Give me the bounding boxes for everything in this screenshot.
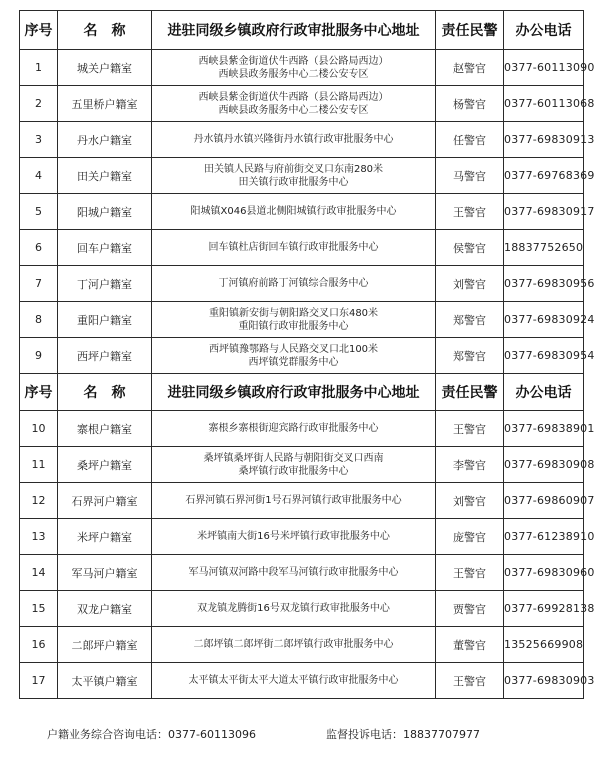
- row-number: 14: [20, 555, 58, 591]
- office-phone: 0377-69830917: [504, 194, 584, 230]
- address-line: 太平镇太平街太平大道太平镇行政审批服务中心: [188, 675, 399, 686]
- row-number: 12: [20, 483, 58, 519]
- address-line: 桑坪镇行政审批服务中心: [238, 465, 349, 477]
- header-address: 进驻同级乡镇政府行政审批服务中心地址: [152, 11, 436, 50]
- table-header-row-repeat: [20, 374, 584, 411]
- row-number: 9: [20, 338, 58, 374]
- address-line: 石界河镇石界河街1号石界河镇行政审批服务中心: [185, 495, 402, 506]
- station-name: 丹水户籍室: [58, 122, 152, 158]
- responsible-officer: 郑警官: [436, 302, 504, 338]
- row-number: 16: [20, 627, 58, 663]
- office-phone: 0377-69830960: [504, 555, 584, 591]
- table-row: [20, 627, 584, 663]
- responsible-officer: 郑警官: [436, 338, 504, 374]
- table-row: [20, 411, 584, 447]
- address-line: 田关镇人民路与府前街交叉口东南280米: [203, 163, 384, 175]
- address-line: 重阳镇新安街与朝阳路交叉口东480米: [208, 307, 379, 319]
- responsible-officer: 刘警官: [436, 266, 504, 302]
- address-line: 回车镇杜店街回车镇行政审批服务中心: [208, 242, 379, 253]
- office-phone: 0377-69830913: [504, 122, 584, 158]
- row-number: 10: [20, 411, 58, 447]
- responsible-officer: 董警官: [436, 627, 504, 663]
- station-name: 重阳户籍室: [58, 302, 152, 338]
- address-line: 丁河镇府前路丁河镇综合服务中心: [218, 278, 369, 289]
- station-address: [152, 591, 436, 627]
- station-name: 西坪户籍室: [58, 338, 152, 374]
- office-phone: 0377-69860907: [504, 483, 584, 519]
- table-row: [20, 555, 584, 591]
- row-number: 17: [20, 663, 58, 699]
- station-address: [152, 50, 436, 86]
- header-no: 序号: [20, 374, 58, 411]
- station-address: [152, 411, 436, 447]
- address-line: 西峡县紫金街道伏牛西路（县公路局西边）: [198, 91, 389, 103]
- address-line: 阳城镇X046县道北侧阳城镇行政审批服务中心: [190, 206, 397, 217]
- table-row: [20, 50, 584, 86]
- station-address: [152, 555, 436, 591]
- address-line: 西峡县政务服务中心二楼公安专区: [218, 68, 369, 80]
- address-line: 桑坪镇桑坪街人民路与朝阳街交叉口西南: [203, 452, 384, 464]
- header-officer: 责任民警: [436, 11, 504, 50]
- office-phone: 0377-69830903: [504, 663, 584, 699]
- header-officer: 责任民警: [436, 374, 504, 411]
- responsible-officer: 赵警官: [436, 50, 504, 86]
- office-phone: 0377-69928138: [504, 591, 584, 627]
- station-address: [152, 194, 436, 230]
- office-phone: 13525669908: [504, 627, 584, 663]
- table-row: [20, 122, 584, 158]
- station-name: 石界河户籍室: [58, 483, 152, 519]
- address-line: 军马河镇双河路中段军马河镇行政审批服务中心: [188, 567, 399, 578]
- address-line: 米坪镇南大街16号米坪镇行政审批服务中心: [197, 531, 390, 542]
- station-name: 阳城户籍室: [58, 194, 152, 230]
- table-row: [20, 158, 584, 194]
- station-name: 田关户籍室: [58, 158, 152, 194]
- responsible-officer: 侯警官: [436, 230, 504, 266]
- station-name: 回车户籍室: [58, 230, 152, 266]
- row-number: 11: [20, 447, 58, 483]
- office-phone: 0377-69830956: [504, 266, 584, 302]
- station-address: [152, 663, 436, 699]
- table-row: [20, 194, 584, 230]
- header-phone: 办公电话: [504, 11, 584, 50]
- header-no: 序号: [20, 11, 58, 50]
- station-address: [152, 158, 436, 194]
- office-phone: 0377-60113068: [504, 86, 584, 122]
- station-name: 五里桥户籍室: [58, 86, 152, 122]
- station-name: 桑坪户籍室: [58, 447, 152, 483]
- responsible-officer: 李警官: [436, 447, 504, 483]
- office-phone: 0377-69838901: [504, 411, 584, 447]
- table-row: [20, 519, 584, 555]
- responsible-officer: 刘警官: [436, 483, 504, 519]
- office-phone: 0377-69830908: [504, 447, 584, 483]
- office-phone: 0377-61238910: [504, 519, 584, 555]
- station-name: 太平镇户籍室: [58, 663, 152, 699]
- row-number: 1: [20, 50, 58, 86]
- header-address: 进驻同级乡镇政府行政审批服务中心地址: [152, 374, 436, 411]
- table-header-row: [20, 11, 584, 50]
- station-name: 寨根户籍室: [58, 411, 152, 447]
- station-address: [152, 302, 436, 338]
- table-row: [20, 447, 584, 483]
- office-phone: 0377-69830954: [504, 338, 584, 374]
- complaint-phone-note: 监督投诉电话：18837707977: [326, 728, 480, 741]
- address-line: 二郎坪镇二郎坪街二郎坪镇行政审批服务中心: [193, 639, 394, 650]
- office-phone: 0377-69830924: [504, 302, 584, 338]
- office-phone: 0377-69768369: [504, 158, 584, 194]
- row-number: 8: [20, 302, 58, 338]
- station-address: [152, 122, 436, 158]
- household-registry-table: [19, 10, 595, 699]
- station-name: 丁河户籍室: [58, 266, 152, 302]
- office-phone: 0377-60113090: [504, 50, 584, 86]
- station-address: [152, 447, 436, 483]
- row-number: 7: [20, 266, 58, 302]
- station-address: [152, 266, 436, 302]
- header-phone: 办公电话: [504, 374, 584, 411]
- responsible-officer: 庞警官: [436, 519, 504, 555]
- row-number: 3: [20, 122, 58, 158]
- table-row: [20, 591, 584, 627]
- responsible-officer: 任警官: [436, 122, 504, 158]
- station-address: [152, 338, 436, 374]
- station-name: 军马河户籍室: [58, 555, 152, 591]
- header-name: 名 称: [58, 11, 152, 50]
- consult-phone-note: 户籍业务综合咨询电话：0377-60113096: [47, 728, 256, 741]
- table-row: [20, 483, 584, 519]
- station-name: 米坪户籍室: [58, 519, 152, 555]
- row-number: 2: [20, 86, 58, 122]
- station-address: [152, 627, 436, 663]
- responsible-officer: 马警官: [436, 158, 504, 194]
- address-line: 双龙镇龙腾街16号双龙镇行政审批服务中心: [197, 603, 390, 614]
- table-row: [20, 338, 584, 374]
- row-number: 6: [20, 230, 58, 266]
- station-name: 二郎坪户籍室: [58, 627, 152, 663]
- table-row: [20, 302, 584, 338]
- station-address: [152, 483, 436, 519]
- row-number: 4: [20, 158, 58, 194]
- table-row: [20, 230, 584, 266]
- station-name: 双龙户籍室: [58, 591, 152, 627]
- responsible-officer: 贾警官: [436, 591, 504, 627]
- station-name: 城关户籍室: [58, 50, 152, 86]
- station-address: [152, 86, 436, 122]
- header-name: 名 称: [58, 374, 152, 411]
- address-line: 重阳镇行政审批服务中心: [238, 320, 349, 332]
- responsible-officer: 王警官: [436, 411, 504, 447]
- address-line: 西坪镇豫鄂路与人民路交叉口北100米: [208, 343, 379, 355]
- table-row: [20, 663, 584, 699]
- station-address: [152, 230, 436, 266]
- row-number: 13: [20, 519, 58, 555]
- address-line: 寨根乡寨根街迎宾路行政审批服务中心: [208, 423, 379, 434]
- address-line: 西峡县紫金街道伏牛西路（县公路局西边）: [198, 55, 389, 67]
- station-address: [152, 519, 436, 555]
- row-number: 5: [20, 194, 58, 230]
- responsible-officer: 王警官: [436, 663, 504, 699]
- address-line: 西峡县政务服务中心二楼公安专区: [218, 104, 369, 116]
- table-row: [20, 86, 584, 122]
- row-number: 15: [20, 591, 58, 627]
- address-line: 丹水镇丹水镇兴隆街丹水镇行政审批服务中心: [193, 134, 394, 145]
- address-line: 田关镇行政审批服务中心: [238, 176, 349, 188]
- address-line: 西坪镇党群服务中心: [248, 356, 339, 368]
- responsible-officer: 王警官: [436, 194, 504, 230]
- office-phone: 18837752650: [504, 230, 584, 266]
- table-row: [20, 266, 584, 302]
- responsible-officer: 王警官: [436, 555, 504, 591]
- responsible-officer: 杨警官: [436, 86, 504, 122]
